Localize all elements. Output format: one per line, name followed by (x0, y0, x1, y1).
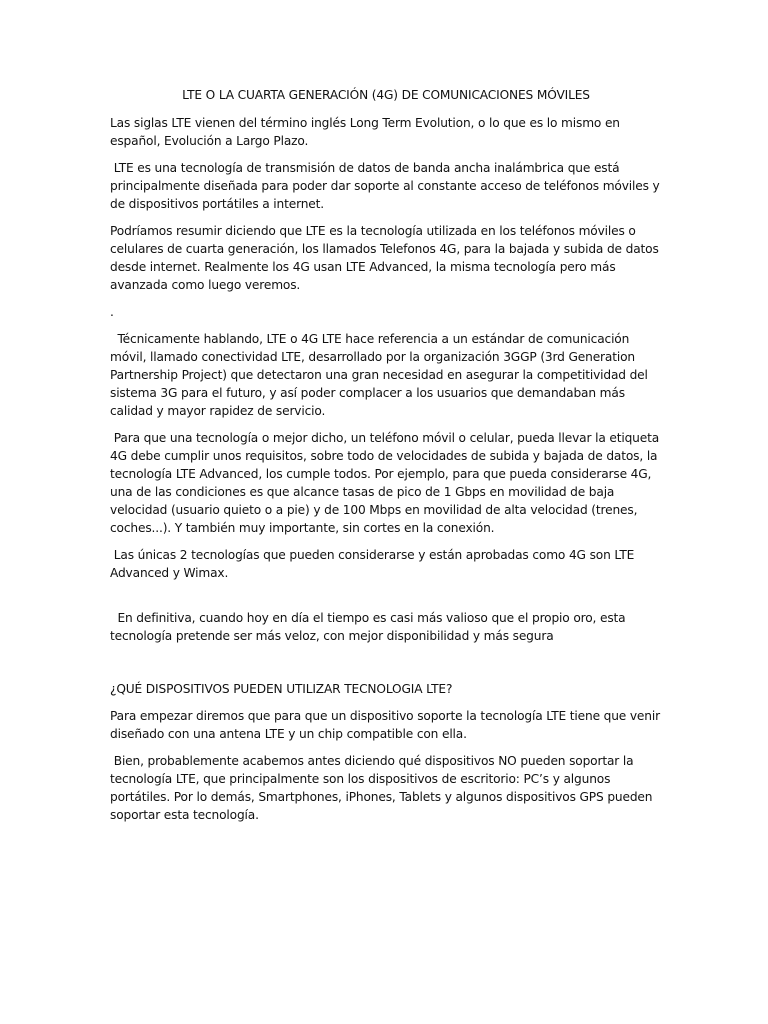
paragraph-lte-definition: Las siglas LTE vienen del término inglés Long Term Evolution, o lo que es lo mismo en español, Evolución a Largo Plazo. (110, 116, 624, 148)
spacer (110, 654, 662, 680)
paragraph-lte-broadband: LTE es una tecnología de transmisión de datos de banda ancha inalámbrica que está principalmente diseñada para poder dar soporte al constante acceso de teléfonos móviles y de dispositivos portátiles a internet. (110, 161, 664, 211)
paragraph-conclusion: En definitiva, cuando hoy en día el tiempo es casi más valioso que el propio oro, esta tecnología pretende ser más veloz, con mejor disponibilidad y más segura (110, 611, 630, 643)
paragraph-supported-devices: Bien, probablemente acabemos antes diciendo qué dispositivos NO pueden soportar la tecnología LTE, que principalmente son los dispositivos de escritorio: PC’s y algunos portátiles. Por lo demás, Smartphones, iPhones, Tablets y algunos dispositivos GPS pueden soportar esta tecnología. (110, 754, 657, 822)
section-heading-devices: ¿QUÉ DISPOSITIVOS PUEDEN UTILIZAR TECNOLOGIA LTE? (110, 682, 453, 696)
stray-dot: . (110, 305, 114, 319)
paragraph-lte-summary: Podríamos resumir diciendo que LTE es la tecnología utilizada en los teléfonos móviles o celulares de cuarta generación, los llamados Telefonos 4G, para la bajada y subida de datos desde internet. Realmente los 4G usan LTE Advanced, la misma tecnología pero más avanzada como luego veremos. (110, 224, 663, 292)
paragraph-lte-technical: Técnicamente hablando, LTE o 4G LTE hace referencia a un estándar de comunicación móvil, llamado conectividad LTE, desarrollado por la organización 3GGP (3rd Generation Partnership Project) que detectaron una gran necesidad en asegurar la competitividad del sistema 3G para el futuro, y así poder complacer a los usuarios que demandaban más calidad y mayor rapidez de servicio. (110, 332, 652, 418)
document-title: LTE O LA CUARTA GENERACIÓN (4G) DE COMUNICACIONES MÓVILES (182, 88, 590, 102)
spacer (110, 591, 662, 609)
paragraph-approved-technologies: Las únicas 2 tecnologías que pueden considerarse y están aprobadas como 4G son LTE Advanced y Wimax. (110, 548, 638, 580)
paragraph-device-requirements: Para empezar diremos que para que un dispositivo soporte la tecnología LTE tiene que venir diseñado con una antena LTE y un chip compatible con ella. (110, 709, 664, 741)
paragraph-4g-requirements: Para que una tecnología o mejor dicho, un teléfono móvil o celular, pueda llevar la etiqueta 4G debe cumplir unos requisitos, sobre todo de velocidades de subida y bajada de datos, la tecnología LTE Advanced, los cumple todos. Por ejemplo, para que pueda considerarse 4G, una de las condiciones es que alcance tasas de pico de 1 Gbps en movilidad de baja velocidad (usuario quieto o a pie) y de 100 Mbps en movilidad de alta velocidad (trenes, coches...). Y también muy importante, sin cortes en la conexión. (110, 431, 663, 535)
